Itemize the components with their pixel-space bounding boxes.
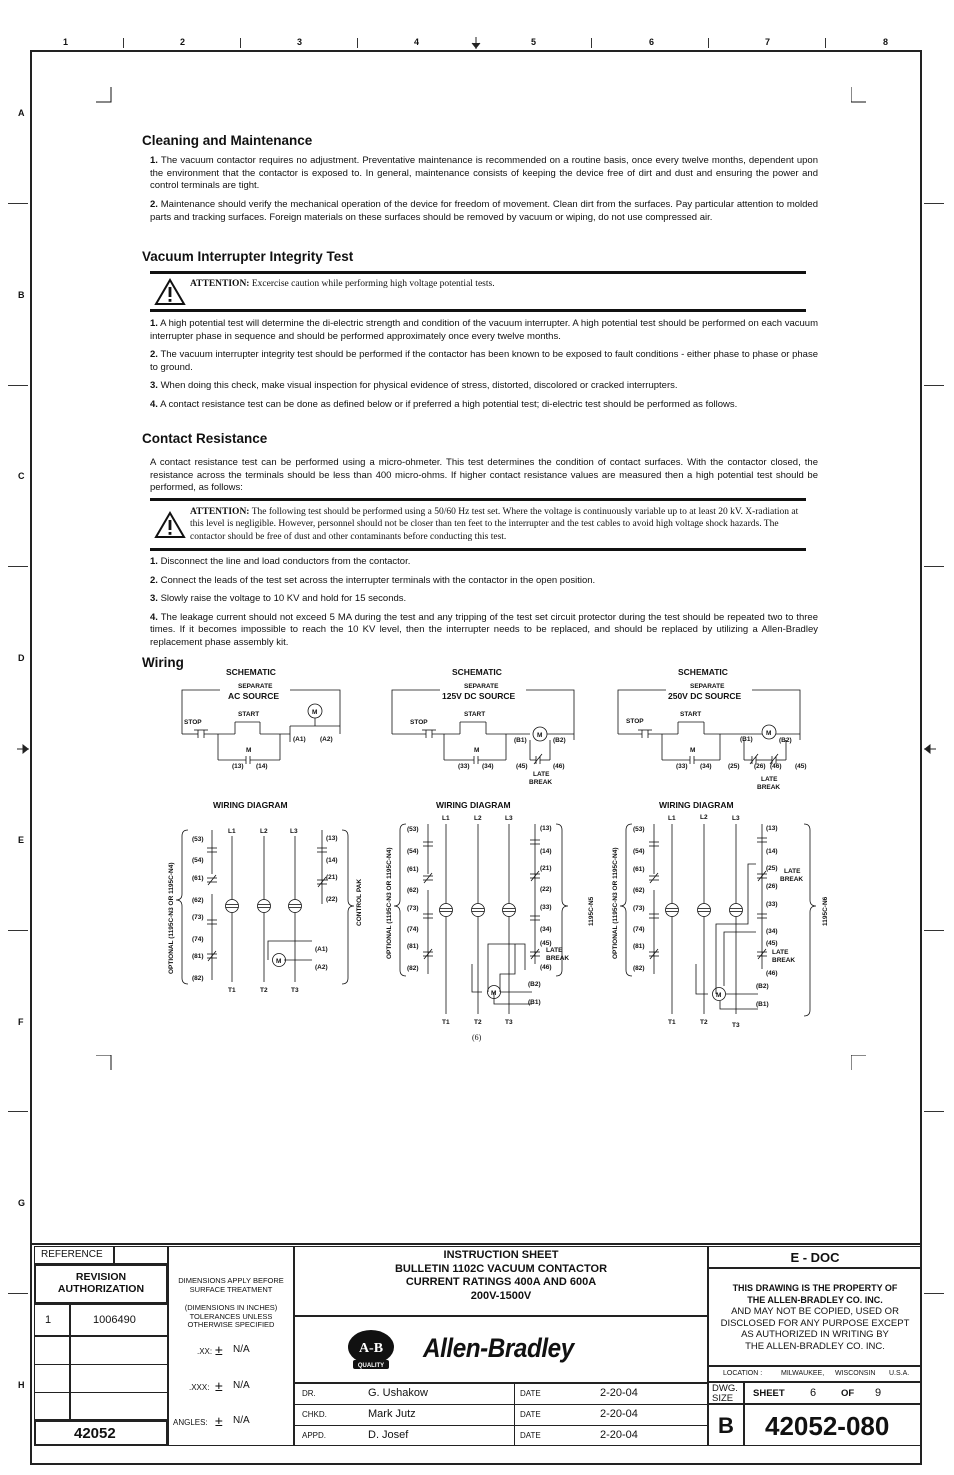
source-label: 125V DC SOURCE [442, 691, 516, 701]
b2-label: (B2) [756, 983, 769, 990]
l1-label: L1 [228, 828, 236, 835]
cleaning-item-2: 2. Maintenance should verify the mechanical operation of the device for freedom of movement. Clean dirt from the surfaces. Pay particular attention to molded parts and tracking surfaces. Foreign materials on these surfaces should be removed by vacuum or wiping, do not use compressed air. [150, 199, 818, 223]
zone-col-8: 8 [883, 37, 889, 47]
revision-value-cell [70, 1304, 168, 1336]
source-label: AC SOURCE [228, 691, 280, 701]
sheet-number: 6 [810, 1387, 817, 1399]
aux-label: (73) [192, 914, 204, 921]
aux-label: (46) [540, 964, 552, 971]
date-approved: 2-20-04 [600, 1429, 638, 1441]
zone-col-7: 7 [765, 37, 771, 47]
start-label: START [680, 711, 702, 718]
schematic-title: SCHEMATIC [226, 667, 276, 677]
property-cell [708, 1268, 922, 1366]
break-label: BREAK [757, 784, 781, 791]
control-pak-label: CONTROL PAK [356, 878, 363, 926]
dwg-number-cell [744, 1404, 922, 1446]
aux-label: (61) [633, 866, 645, 873]
title-line: BULLETIN 1102C VACUUM CONTACTOR [394, 1262, 608, 1275]
title-line: INSTRUCTION SHEET [443, 1249, 559, 1261]
b2-label: (B2) [528, 981, 541, 988]
aux-contacts-left [207, 830, 217, 980]
dwg-size-label-cell [708, 1382, 744, 1404]
aux-label: (61) [192, 875, 204, 882]
aux-label: (61) [407, 866, 419, 873]
zone-tick [8, 385, 28, 386]
property-line: DISCLOSED FOR ANY PURPOSE EXCEPT [720, 1317, 910, 1329]
t2-label: T2 [260, 987, 268, 994]
edoc-label: E - DOC [790, 1250, 840, 1265]
contact-14-label: (14) [256, 763, 268, 770]
schematic-title: SCHEMATIC [452, 667, 502, 677]
contact-33-label: (33) [676, 763, 688, 770]
drawing-size: B [718, 1413, 734, 1438]
dims-note-1 [173, 1277, 289, 1294]
aux-label: (46) [766, 970, 778, 977]
location-label: LOCATION : [723, 1370, 763, 1377]
n6-label: 1195C-N6 [822, 896, 829, 926]
vacuum-item-3: 3. When doing this check, make visual inspection for physical evidence of stress, distorted, discolored or cracked interrupters. [150, 380, 678, 391]
l1-label: L1 [668, 815, 676, 822]
separate-label: SEPARATE [238, 683, 273, 690]
a1-label: (A1) [315, 946, 328, 953]
logo-ab-text: A-B [358, 1341, 384, 1356]
separate-label: SEPARATE [690, 683, 725, 690]
aux-label: (62) [407, 887, 419, 894]
plus-minus-icon: ± [215, 1342, 223, 1358]
title-block-top-rule [30, 1243, 922, 1245]
divider [514, 1383, 515, 1446]
location-cell [708, 1366, 922, 1382]
b1-label: (B1) [756, 1001, 769, 1008]
attention-text-1: ATTENTION: Excercise caution while performing high voltage potential tests. [190, 279, 495, 290]
tol-xx-label: .XX: [197, 1347, 213, 1356]
contact-33-label: (33) [458, 763, 470, 770]
zone-tick [825, 38, 826, 48]
logo-quality-text: QUALITY [357, 1363, 385, 1369]
page-number: (6) [472, 1033, 482, 1042]
zone-row-f: F [18, 1017, 24, 1027]
aux-label: (26) [766, 883, 778, 890]
zone-tick [8, 1111, 28, 1112]
coil-m-label: M [537, 732, 543, 739]
logo-cell [294, 1316, 708, 1383]
aux-label: (34) [766, 928, 778, 935]
wiring-diagram-title: WIRING DIAGRAM [659, 800, 734, 810]
tolerance-block [168, 1246, 294, 1446]
dims-line: TOLERANCES UNLESS [189, 1311, 273, 1321]
contact-45-label: (45) [516, 763, 528, 770]
contact-item-3: 3. Slowly raise the voltage to 10 KV and hold for 15 seconds. [150, 593, 407, 604]
zone-tick [924, 1111, 944, 1112]
contact-34-label: (34) [700, 763, 712, 770]
aux-label: (21) [326, 874, 338, 881]
aux-label: (45) [540, 940, 552, 947]
dwg-base-number: 42052 [74, 1425, 116, 1442]
contact-intro [142, 457, 818, 495]
property-line: THE ALLEN-BRADLEY CO. INC. [745, 1340, 885, 1352]
attention-box-1 [150, 271, 806, 312]
crop-mark [96, 87, 112, 103]
b2-label: (B2) [779, 737, 792, 744]
late-label: LATE [533, 771, 550, 778]
aux-label: (81) [407, 943, 419, 950]
brand-name: Allen-Bradley [423, 1333, 574, 1363]
zone-col-5: 5 [531, 37, 537, 47]
schematic-125v [392, 667, 574, 786]
break-label: BREAK [546, 955, 570, 962]
aux-label: (45) [766, 940, 778, 947]
contact-26-label: (26) [754, 763, 766, 770]
aux-label: (82) [407, 965, 419, 972]
a2-label: (A2) [320, 736, 333, 743]
optional-label: OPTIONAL (1195C-N3 OR 1195C-N4) [168, 862, 175, 974]
zone-tick [924, 566, 944, 567]
cleaning-item-1: 1. The vacuum contactor requires no adjustment. Preventative maintenance is recommended on a routine basis, once every twelve months, dependent upon the environment that the contactor is exposed to. In general, maintenance consists of keeping the device free of dirt and dust and ensuring the power and control terminals are tight. [150, 155, 819, 191]
aux-label: (54) [192, 857, 204, 864]
warning-icon [150, 511, 190, 539]
revision-auth-cell [34, 1264, 168, 1304]
tol-xxx-value: N/A [233, 1380, 250, 1391]
dims-line: SURFACE TREATMENT [189, 1284, 273, 1294]
zone-tick [123, 38, 124, 48]
t2-label: T2 [474, 1019, 482, 1026]
m-contact-label: M [474, 747, 480, 754]
aux-label: (13) [766, 825, 778, 832]
dwg-size-label [712, 1384, 738, 1404]
zone-tick [924, 930, 944, 931]
schematic-ac [182, 667, 340, 770]
aux-label: (25) [766, 865, 778, 872]
b2-label: (B2) [553, 737, 566, 744]
vacuum-item-4: 4. A contact resistance test can be done as defined below or if preferred a high potential test; di-electric test should be performed as follows. [150, 398, 738, 410]
zone-row-e: E [18, 835, 25, 845]
aux-label: (54) [633, 848, 645, 855]
a2-label: (A2) [315, 964, 328, 971]
divider [294, 1425, 708, 1426]
a1-label: (A1) [293, 736, 306, 743]
date-label: DATE [520, 1389, 541, 1398]
divider [34, 1392, 168, 1393]
aux-label: (81) [633, 943, 645, 950]
late-label: LATE [784, 868, 801, 875]
start-label: START [464, 711, 486, 718]
attention-box-2 [150, 498, 806, 551]
crop-mark [96, 1055, 112, 1071]
zone-tick [708, 38, 709, 48]
zone-row-b: B [18, 290, 25, 300]
size-label: SIZE [712, 1393, 734, 1404]
stop-label: STOP [410, 719, 428, 726]
location-city: MILWAUKEE, [781, 1370, 825, 1377]
aux-label: (54) [407, 848, 419, 855]
l3-label: L3 [732, 815, 740, 822]
aux-label: (53) [407, 826, 419, 833]
authorization-label: AUTHORIZATION [57, 1283, 145, 1295]
t3-label: T3 [291, 987, 299, 994]
stop-label: STOP [626, 718, 644, 725]
aux-label: (53) [633, 826, 645, 833]
allen-bradley-logo-icon [347, 1329, 395, 1371]
zone-col-3: 3 [297, 37, 303, 47]
sheet-cell [744, 1382, 922, 1404]
drawing-title [295, 1249, 707, 1303]
revision-auth-label [36, 1271, 166, 1295]
wiring-heading: Wiring [142, 655, 184, 670]
aux-label: (33) [766, 901, 778, 908]
zone-col-1: 1 [63, 37, 69, 47]
break-label: BREAK [772, 957, 796, 964]
drawn-by: G. Ushakow [368, 1387, 428, 1399]
break-label: BREAK [780, 876, 804, 883]
contact-46-label: (46) [770, 763, 782, 770]
revision-no-cell [34, 1304, 70, 1336]
title-line: 200V-1500V [470, 1289, 532, 1302]
vacuum-heading: Vacuum Interrupter Integrity Test [142, 249, 354, 264]
zone-row-a: A [18, 108, 25, 118]
l2-label: L2 [474, 815, 482, 822]
schematic-title: SCHEMATIC [678, 667, 728, 677]
coil-m-label: M [491, 990, 497, 997]
t1-label: T1 [442, 1019, 450, 1026]
zone-col-2: 2 [180, 37, 186, 47]
revision-label: REVISION [75, 1271, 127, 1283]
checked-by: Mark Jutz [368, 1408, 416, 1420]
attention-text-2: ATTENTION: The following test should be performed using a 50/60 Hz test set. Where the voltage is continuously variable up to at least 20 kV. X-radiation at this level is negligible. However, personnel should not be closer than ten feet to the interrupter and the test cables to avoid high voltage shock hazards. The contactor should be free of dust and other contaminants before conducting this test. [190, 506, 799, 542]
cleaning-list-2 [142, 199, 818, 224]
contact-13-label: (13) [232, 763, 244, 770]
b1-label: (B1) [528, 999, 541, 1006]
vacuum-item-2: 2. The vacuum interrupter integrity test should be performed if the contactor has been known to be exposed to fault conditions - either phase to phase or phase to ground. [150, 349, 819, 373]
center-arrow-icon [924, 743, 936, 755]
aux-label: (74) [192, 936, 204, 943]
warning-icon [150, 278, 190, 306]
start-label: START [238, 711, 260, 718]
wiring-diagram-1 [168, 800, 363, 994]
reference-value-cell [114, 1246, 168, 1264]
aux-label: (73) [633, 905, 645, 912]
aux-label: (33) [540, 904, 552, 911]
tol-xxx-label: .XXX: [189, 1383, 210, 1392]
contact-item-1: 1. Disconnect the line and load conductors from the contactor. [150, 556, 411, 567]
sheet-total: 9 [875, 1387, 882, 1399]
location-country: U.S.A. [889, 1370, 910, 1377]
contact-list [142, 556, 818, 649]
late-label: LATE [546, 947, 563, 954]
optional-label: OPTIONAL (1195C-N3 OR 1195C-N4) [386, 847, 393, 959]
aux-label: (81) [192, 953, 204, 960]
stop-label: STOP [184, 719, 202, 726]
plus-minus-icon: ± [215, 1413, 223, 1429]
aux-label: (74) [633, 926, 645, 933]
of-label: OF [841, 1388, 855, 1399]
zone-row-g: G [18, 1198, 26, 1208]
wiring-diagram-3 [612, 800, 829, 1029]
appd-label: APPD. [302, 1431, 327, 1440]
crop-mark [851, 1055, 867, 1071]
approved-by: D. Josef [368, 1429, 409, 1441]
dims-note-2 [173, 1304, 289, 1330]
revision-blank-cell [34, 1336, 70, 1420]
aux-label: (73) [407, 905, 419, 912]
contact-46-label: (46) [553, 763, 565, 770]
source-label: 250V DC SOURCE [668, 691, 742, 701]
zone-tick [240, 38, 241, 48]
property-line: THIS DRAWING IS THE PROPERTY OF [732, 1283, 898, 1293]
divider [34, 1364, 168, 1365]
title-cell [294, 1246, 708, 1316]
center-arrow-icon [17, 743, 29, 755]
aux-label: (13) [326, 835, 338, 842]
property-line: AND MAY NOT BE COPIED, USED OR [731, 1306, 899, 1317]
aux-label: (53) [192, 836, 204, 843]
zone-tick [924, 203, 944, 204]
zone-tick [8, 930, 28, 931]
m-contact-label: M [690, 747, 696, 754]
reference-cell [34, 1246, 114, 1264]
t3-label: T3 [505, 1019, 513, 1026]
contact-heading: Contact Resistance [142, 431, 268, 446]
aux-label: (13) [540, 825, 552, 832]
t3-label: T3 [732, 1022, 740, 1029]
zone-tick [357, 38, 358, 48]
l2-label: L2 [700, 814, 708, 821]
contact-45-label: (45) [795, 763, 807, 770]
signature-table [294, 1383, 708, 1446]
center-arrow-icon [470, 37, 482, 49]
coil-m-label: M [766, 730, 772, 737]
l3-label: L3 [505, 815, 513, 822]
wiring-diagram-title: WIRING DIAGRAM [436, 800, 511, 810]
l1-label: L1 [442, 815, 450, 822]
aux-label: (14) [766, 848, 778, 855]
vacuum-list [142, 318, 818, 411]
zone-tick [924, 385, 944, 386]
contact-item-2: 2. Connect the leads of the test set across the interrupter terminals with the contactor in the open position. [150, 574, 596, 586]
zone-tick [924, 1293, 944, 1294]
zone-row-d: D [18, 653, 25, 663]
aux-label: (22) [540, 886, 552, 893]
revision-blank-cell [70, 1336, 168, 1420]
t2-label: T2 [700, 1019, 708, 1026]
coil-m-label: M [312, 709, 318, 716]
contact-34-label: (34) [482, 763, 494, 770]
dwg-label: DWG. [712, 1383, 738, 1394]
aux-label: (82) [633, 965, 645, 972]
coil-m-label: M [276, 958, 282, 965]
m-contact-label: M [246, 747, 252, 754]
n5-label: 1195C-N5 [588, 896, 595, 926]
plus-minus-icon: ± [215, 1378, 223, 1394]
tol-angles-value: N/A [233, 1415, 250, 1426]
aux-label: (74) [407, 926, 419, 933]
schematic-250v [618, 667, 807, 791]
drawing-number: 42052-080 [765, 1411, 890, 1441]
separate-label: SEPARATE [464, 683, 499, 690]
zone-tick [8, 203, 28, 204]
size-cell [708, 1404, 744, 1446]
aux-label: (21) [540, 865, 552, 872]
aux-label: (14) [540, 848, 552, 855]
zone-col-6: 6 [649, 37, 655, 47]
zone-row-c: C [18, 471, 25, 481]
tol-xx-value: N/A [233, 1344, 250, 1355]
cleaning-heading: Cleaning and Maintenance [142, 133, 313, 148]
dims-line: OTHERWISE SPECIFIED [187, 1320, 275, 1329]
crop-mark [851, 87, 867, 103]
dims-line: DIMENSIONS APPLY BEFORE [178, 1276, 284, 1285]
wiring-diagram-title: WIRING DIAGRAM [213, 800, 288, 810]
contact-item-4: 4. The leakage current should not exceed 5 MA during the test and any tripping of the test set circuit protector during the test should be repeated two to three times. If it becomes impossible to reach the 10 KV level, then the interrupter needs to be replaced, and should be replaced by utilizing a Allen-Bradley replacement phase assembly kit. [150, 611, 819, 648]
coil-m-label: M [716, 992, 722, 999]
wiring-diagram-2 [386, 800, 595, 1042]
contact-intro-text: A contact resistance test can be performed using a micro-ohmeter. This test determines the condition of contact surfaces. With the contactor closed, the resistance across the terminals should be less than 400 micro-ohms. If higher contact resistance values are measured then a high potential test should be performed, as follows: [150, 457, 818, 493]
revision-no: 1 [45, 1314, 52, 1326]
aux-label: (34) [540, 926, 552, 933]
l2-label: L2 [260, 828, 268, 835]
zone-tick [8, 1293, 28, 1294]
date-drawn: 2-20-04 [600, 1387, 638, 1399]
optional-label: OPTIONAL (1195C-N3 OR 1195C-N4) [612, 847, 619, 959]
late-label: LATE [761, 776, 778, 783]
b1-label: (B1) [740, 736, 753, 743]
aux-label: (22) [326, 896, 338, 903]
vacuum-item-1: 1. A high potential test will determine the di-electric strength and condition of the vacuum interrupter. A high potential test should be performed on each vacuum interrupter phase in sequence and should be performed approximately once every twelve months. [150, 318, 818, 342]
aux-label: (82) [192, 975, 204, 982]
break-label: BREAK [529, 779, 553, 786]
t1-label: T1 [228, 987, 236, 994]
t1-label: T1 [668, 1019, 676, 1026]
date-label: DATE [520, 1410, 541, 1419]
sheet-label: SHEET [753, 1388, 785, 1399]
zone-col-4: 4 [414, 37, 420, 47]
location-state: WISCONSIN [835, 1370, 876, 1377]
property-line: THE ALLEN-BRADLEY CO. INC. [747, 1294, 883, 1305]
l3-label: L3 [290, 828, 298, 835]
property-text [709, 1306, 921, 1352]
edoc-cell [708, 1246, 922, 1268]
aux-label: (62) [633, 887, 645, 894]
divider [294, 1404, 708, 1405]
wiring-diagrams [160, 664, 840, 1049]
revision-value: 1006490 [93, 1314, 136, 1326]
date-checked: 2-20-04 [600, 1408, 638, 1420]
title-line: CURRENT RATINGS 400A AND 600A [405, 1276, 597, 1288]
dims-line: (DIMENSIONS IN INCHES) [184, 1303, 278, 1312]
contact-25-label: (25) [728, 763, 740, 770]
dr-label: DR. [302, 1389, 316, 1398]
reference-label: REFERENCE [41, 1249, 103, 1260]
property-line: AS AUTHORIZED IN WRITING BY [741, 1329, 889, 1340]
late-label: LATE [772, 949, 789, 956]
property-bold [709, 1283, 921, 1306]
zone-row-h: H [18, 1380, 25, 1390]
tol-angles-label: ANGLES: [173, 1418, 208, 1427]
zone-tick [591, 38, 592, 48]
date-label: DATE [520, 1431, 541, 1440]
cleaning-list [142, 155, 818, 193]
aux-label: (14) [326, 857, 338, 864]
dwg-base-cell [34, 1420, 168, 1446]
aux-label: (62) [192, 897, 204, 904]
zone-tick [8, 566, 28, 567]
chkd-label: CHKD. [302, 1410, 327, 1419]
b1-label: (B1) [514, 737, 527, 744]
